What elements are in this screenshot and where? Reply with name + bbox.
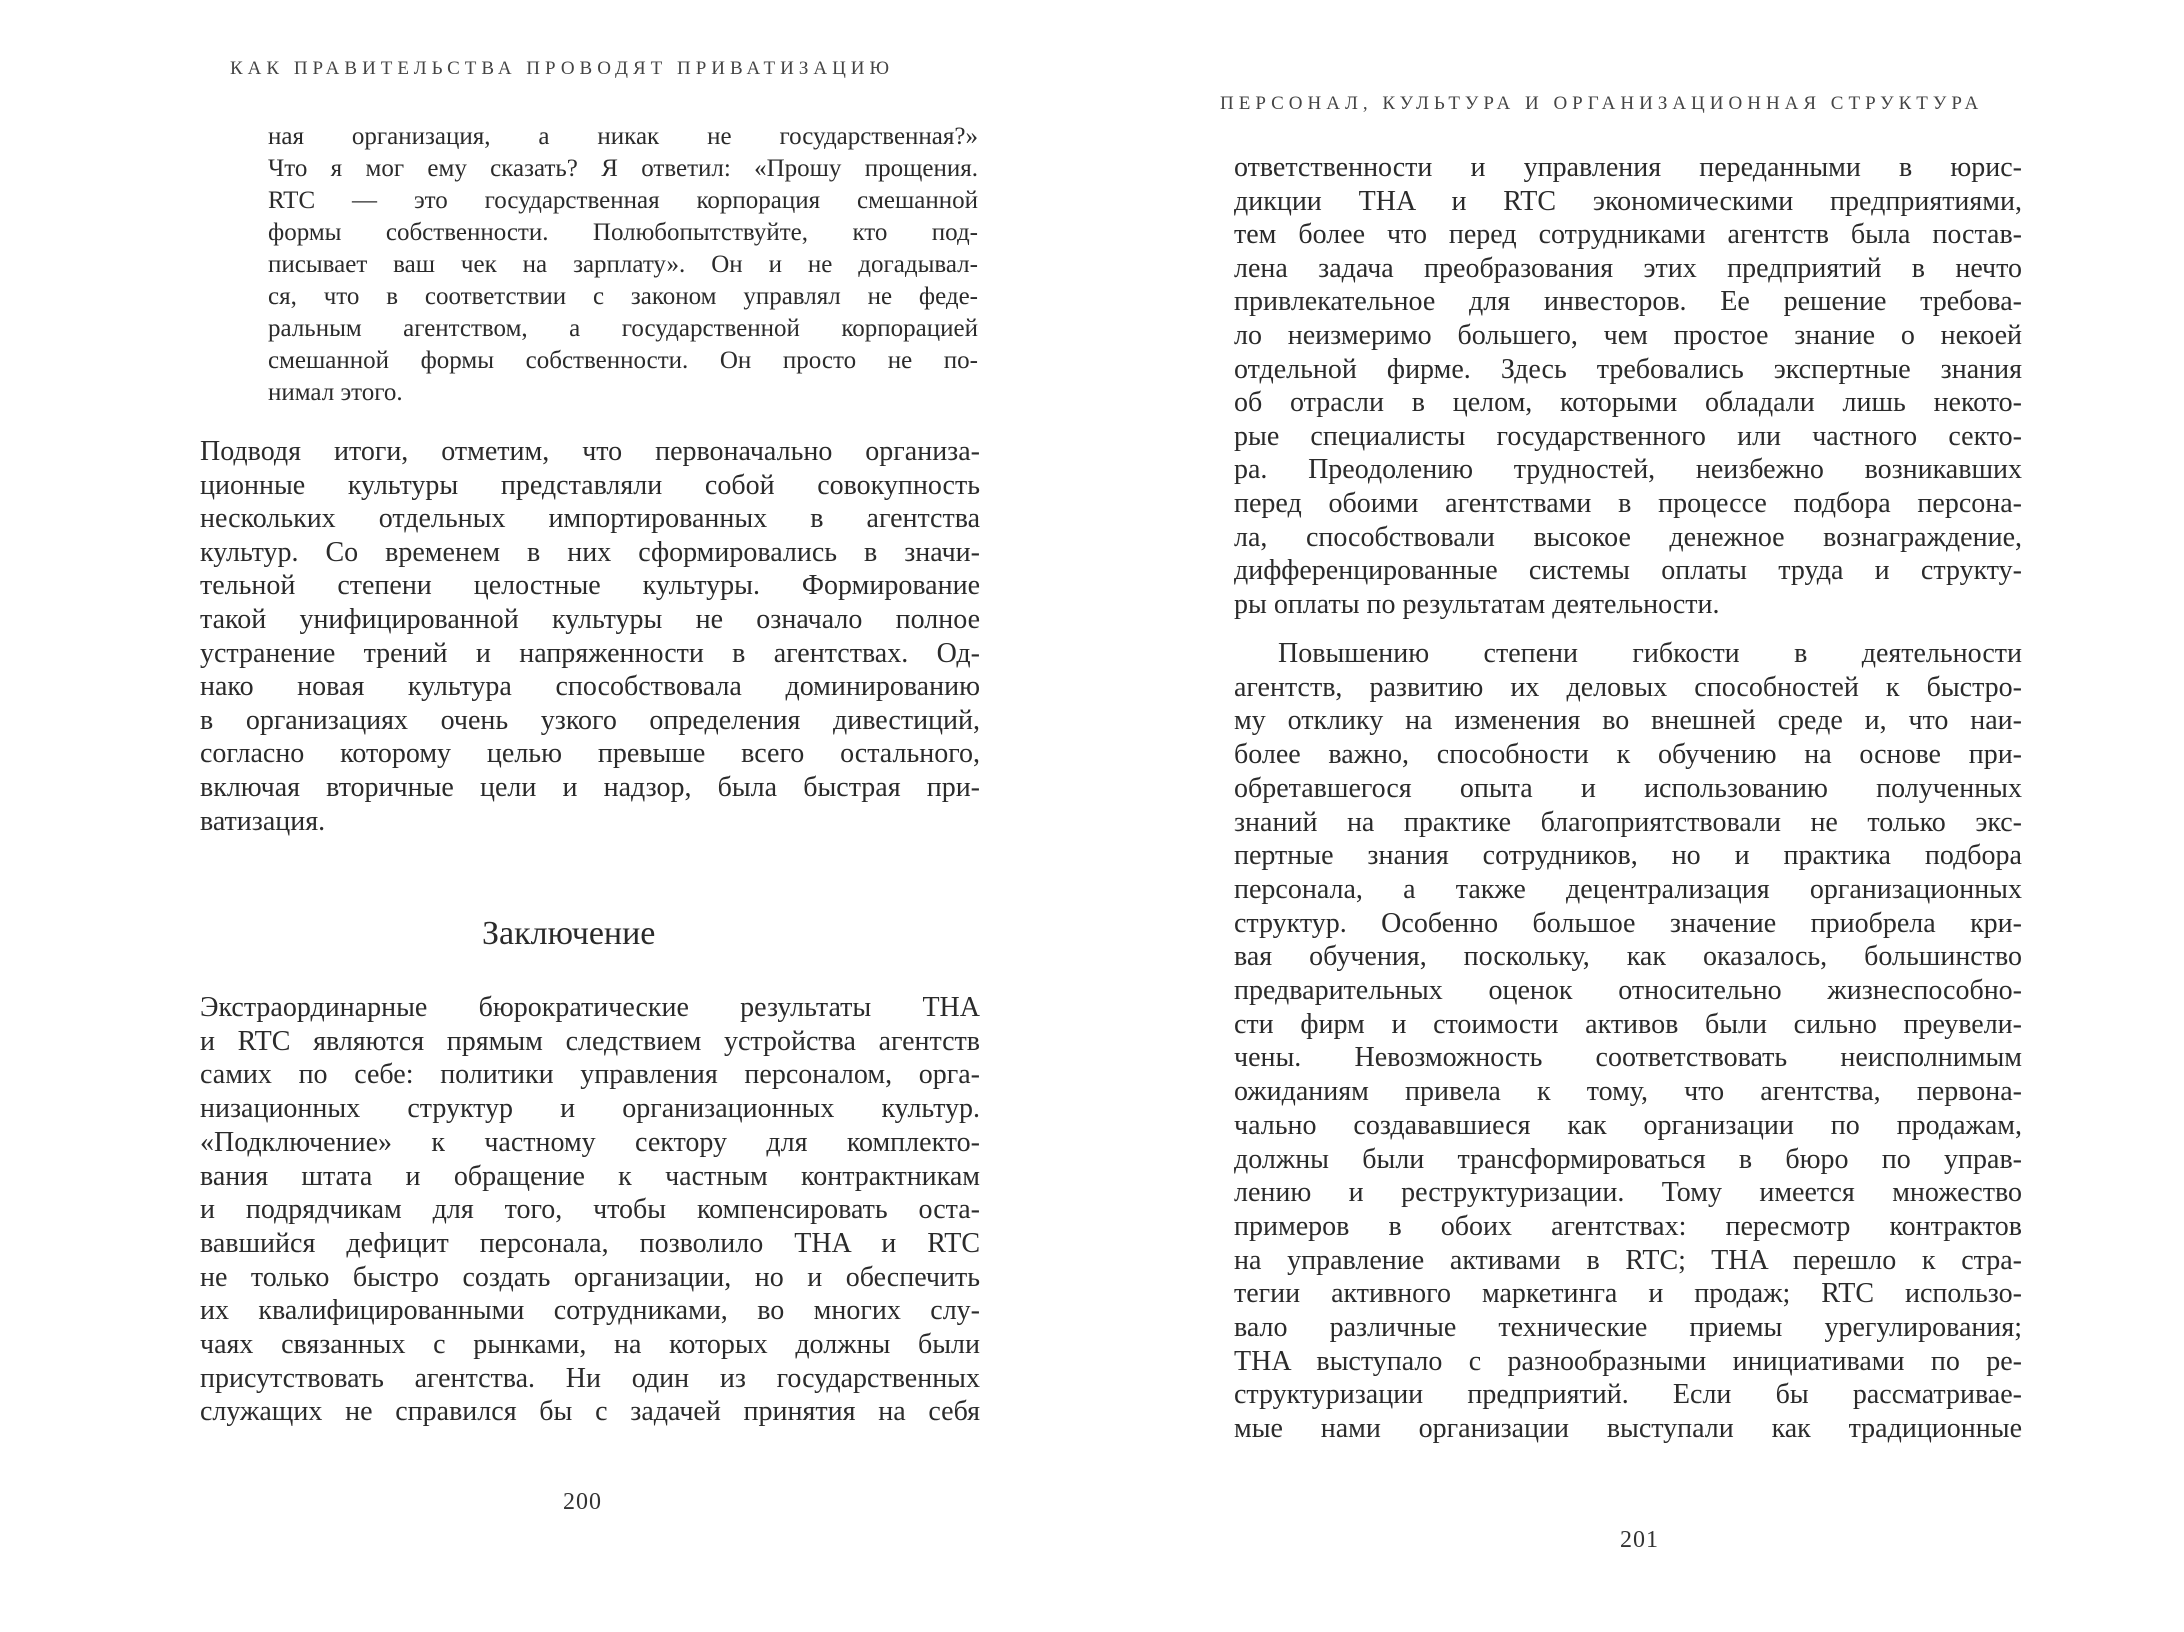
text-line: мые нами организации выступали как традиционные <box>1234 1413 2022 1445</box>
text-line: об отрасли в целом, которыми обладали лишь некото- <box>1234 387 2022 419</box>
text-line: их квалифицированными сотрудниками, во многих слу- <box>200 1295 980 1327</box>
text-line: и подрядчикам для того, чтобы компенсировать оста- <box>200 1194 980 1226</box>
text-line: THA выступало с разнообразными инициативами по ре- <box>1234 1345 2022 1377</box>
running-head-left: КАК ПРАВИТЕЛЬСТВА ПРОВОДЯТ ПРИВАТИЗАЦИЮ <box>230 58 895 79</box>
page-number-left: 200 <box>563 1489 602 1515</box>
text-line: и RTC являются прямым следствием устройства агентств <box>200 1025 980 1057</box>
right-page <box>1092 0 2184 1632</box>
text-line: обретавшегося опыта и использованию полученных <box>1234 772 2022 804</box>
text-line: знаний на практике благоприятствовали не только экс- <box>1234 806 2022 838</box>
text-line: ло неизмеримо большего, чем простое знание о некоей <box>1234 320 2022 351</box>
running-head-right: ПЕРСОНАЛ, КУЛЬТУРА И ОРГАНИЗАЦИОННАЯ СТРУКТУРА <box>1220 93 1984 114</box>
text-line: такой унифицированной культуры не означало полное <box>200 604 980 635</box>
text-line: низационных структур и организационных культур. <box>200 1093 980 1125</box>
text-line: примеров в обоих агентствах: пересмотр контрактов <box>1234 1210 2022 1242</box>
text-line: лена задача преобразования этих предприятий в нечто <box>1234 252 2022 284</box>
text-line: Подводя итоги, отметим, что первоначально организа- <box>200 436 980 467</box>
text-line: нимал этого. <box>268 379 403 406</box>
text-line: вая обучения, поскольку, как оказалось, большинство <box>1234 941 2022 973</box>
text-line: рые специалисты государственного или частного секто- <box>1234 420 2022 452</box>
text-line: тем более что перед сотрудниками агентств была постав- <box>1234 219 2022 251</box>
text-line: дифференцированные системы оплаты труда и структу- <box>1234 555 2022 587</box>
text-line: устранение трений и напряженности в агентствах. Од- <box>200 637 980 669</box>
section-heading: Заключение <box>482 915 656 952</box>
text-line: тегии активного маркетинга и продаж; RTC использо- <box>1234 1278 2022 1310</box>
text-line: ла, способствовали высокое денежное вознаграждение, <box>1234 521 2022 553</box>
text-line: сти фирм и стоимости активов были сильно преувели- <box>1234 1008 2022 1040</box>
text-line: му отклику на изменения во внешней среде и, что наи- <box>1234 705 2022 737</box>
text-line: ватизация. <box>200 805 326 837</box>
text-line: ожиданиям привела к тому, что агентства, первона- <box>1234 1076 2022 1108</box>
text-line: нескольких отдельных импортированных в агентства <box>200 503 980 535</box>
text-line: должны были трансформироваться в бюро по управ- <box>1234 1143 2022 1175</box>
text-line: RTC — это государственная корпорация смешанной <box>268 187 978 214</box>
text-line: ционные культуры представляли собой совокупность <box>200 469 980 501</box>
text-line: лению и реструктуризации. Тому имеется множество <box>1234 1177 2022 1209</box>
text-line: вавшийся дефицит персонала, позволило THA и RTC <box>200 1227 980 1259</box>
text-line: ная организация, а никак не государственная?» <box>268 123 978 150</box>
text-line: чально создававшиеся как организации по продажам, <box>1234 1109 2022 1141</box>
text-line: отдельной фирме. Здесь требовались экспертные знания <box>1234 353 2022 385</box>
text-line: присутствовать агентства. Ни один из государственных <box>200 1362 980 1394</box>
text-line: писывает ваш чек на зарплату». Он и не догадывал- <box>268 251 978 278</box>
text-line: дикции THA и RTC экономическими предприятиями, <box>1234 185 2022 217</box>
text-line: структуризации предприятий. Если бы рассматривае- <box>1234 1379 2022 1411</box>
text-line: «Подключение» к частному сектору для комплекто- <box>200 1126 980 1158</box>
text-line: тельной степени целостные культуры. Формирование <box>200 570 980 602</box>
page-number-right: 201 <box>1620 1527 1659 1553</box>
text-line: ся, что в соответствии с законом управлял не феде- <box>268 283 978 310</box>
text-line: перед обоими агентствами в процессе подбора персона- <box>1234 488 2022 519</box>
text-line: персонала, а также децентрализация организационных <box>1234 873 2022 905</box>
text-line: более важно, способности к обучению на основе при- <box>1234 739 2022 771</box>
text-line: ра. Преодолению трудностей, неизбежно возникавших <box>1234 454 2022 486</box>
text-line: Повышению степени гибкости в деятельности <box>1278 638 2022 669</box>
text-line: структур. Особенно большое значение приобрела кри- <box>1234 907 2022 939</box>
text-line: согласно которому целью превыше всего остального, <box>200 738 980 770</box>
text-line: ры оплаты по результатам деятельности. <box>1234 588 1720 620</box>
text-line: пертные знания сотрудников, но и практика подбора <box>1234 840 2022 872</box>
text-line: вало различные технические приемы урегулирования; <box>1234 1312 2022 1343</box>
text-line: в организациях очень узкого определения дивестиций, <box>200 704 980 736</box>
text-line: агентств, развитию их деловых способностей к быстро- <box>1234 671 2022 703</box>
text-line: служащих не справился бы с задачей принятия на себя <box>200 1396 980 1428</box>
text-line: чены. Невозможность соответствовать неисполнимым <box>1234 1042 2022 1074</box>
text-line: самих по себе: политики управления персоналом, орга- <box>200 1059 980 1091</box>
text-line: вания штата и обращение к частным контрактникам <box>200 1160 980 1192</box>
text-line: привлекательное для инвесторов. Ее решение требова- <box>1234 286 2022 318</box>
text-line: не только быстро создать организации, но и обеспечить <box>200 1261 980 1293</box>
text-line: Экстраординарные бюрократические результаты THA <box>200 992 980 1023</box>
text-line: чаях связанных с рынками, на которых должны были <box>200 1329 980 1360</box>
text-line: Что я мог ему сказать? Я ответил: «Прошу прощения. <box>268 155 978 182</box>
text-line: смешанной формы собственности. Он просто не по- <box>268 347 978 374</box>
text-line: предварительных оценок относительно жизнеспособно- <box>1234 975 2022 1006</box>
text-line: ответственности и управления переданными в юрис- <box>1234 152 2022 183</box>
text-line: нако новая культура способствовала доминированию <box>200 671 980 703</box>
text-line: на управление активами в RTC; THA перешло к стра- <box>1234 1244 2022 1276</box>
text-line: культур. Со временем в них сформировались в значи- <box>200 536 980 568</box>
text-line: формы собственности. Полюбопытствуйте, кто под- <box>268 219 978 246</box>
text-line: включая вторичные цели и надзор, была быстрая при- <box>200 772 980 803</box>
text-line: ральным агентством, а государственной корпорацией <box>268 315 978 342</box>
